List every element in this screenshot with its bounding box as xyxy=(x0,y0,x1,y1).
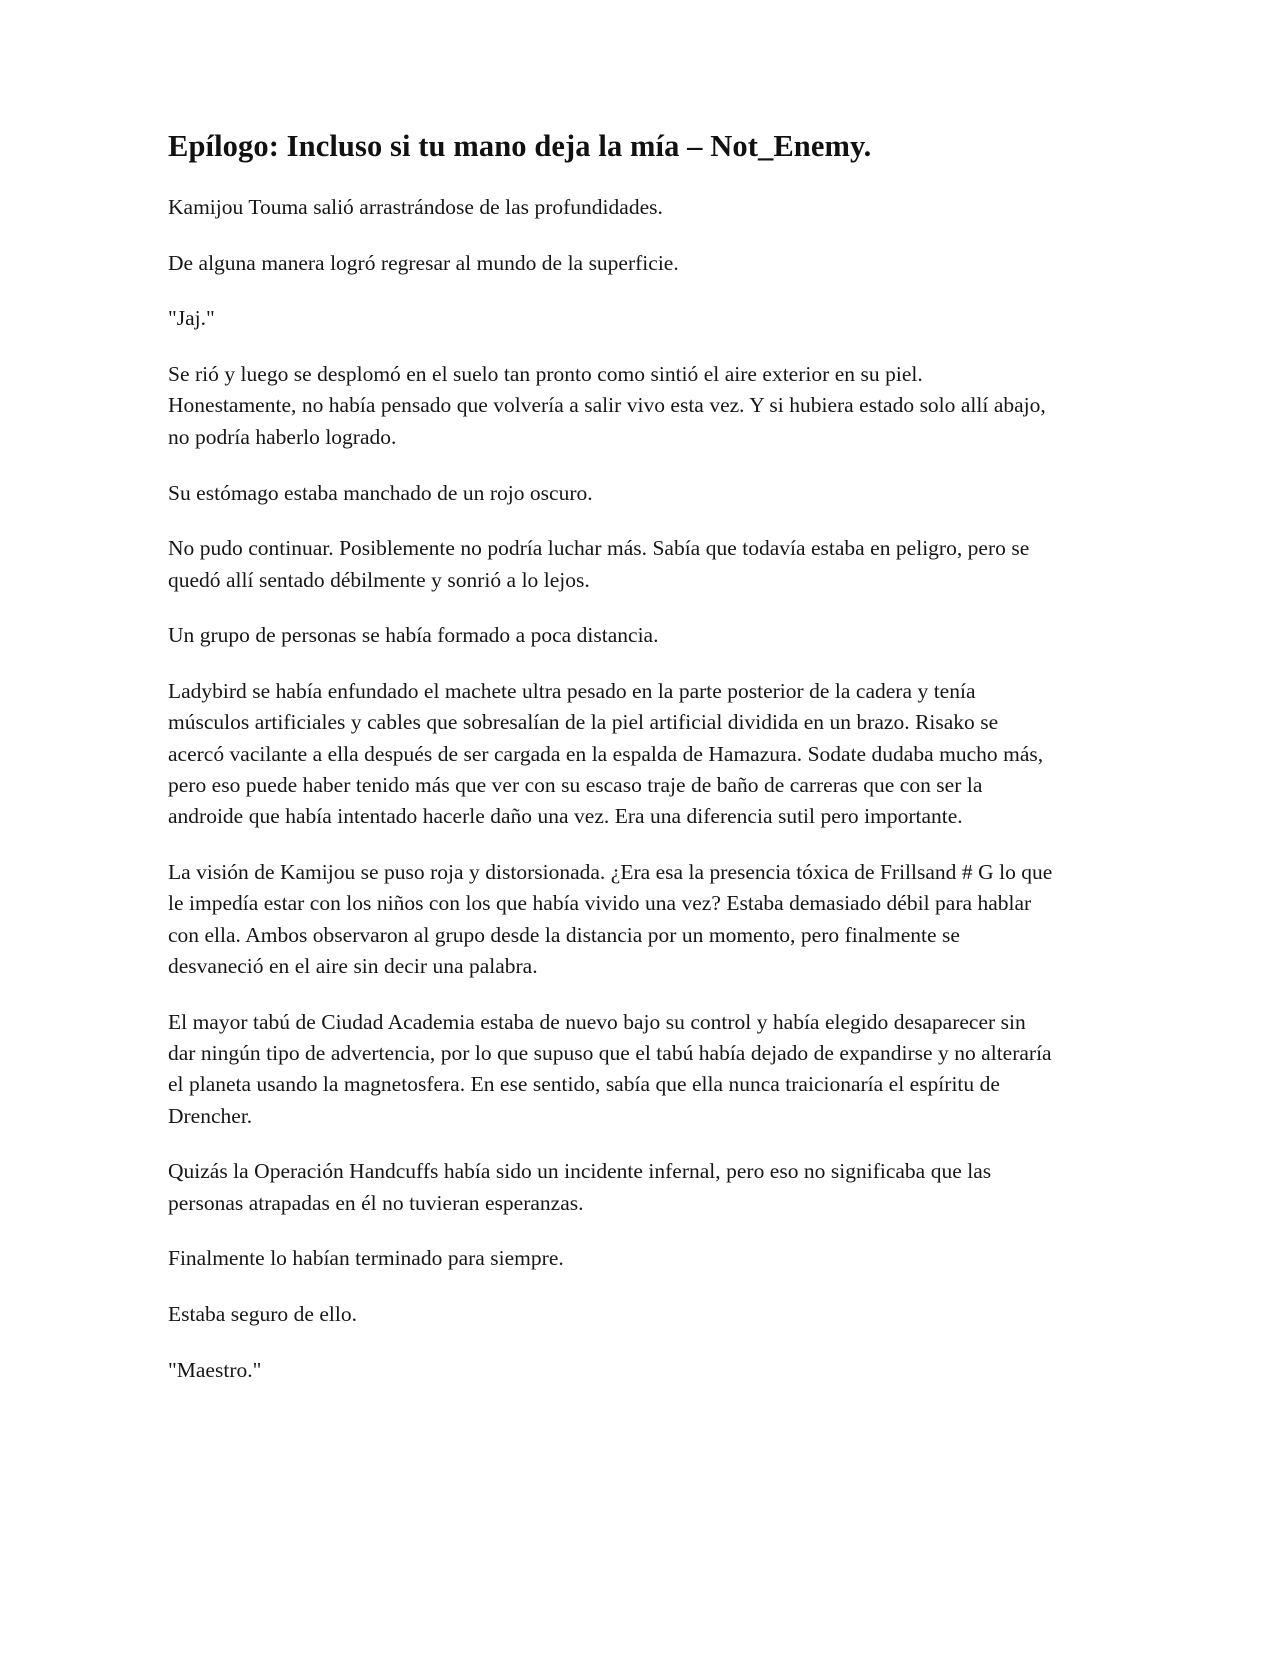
paragraph: Kamijou Touma salió arrastrándose de las profundidades. xyxy=(168,194,663,219)
paragraph: Un grupo de personas se había formado a poca distancia. xyxy=(168,623,659,648)
paragraph: No pudo continuar. Posiblemente no podría luchar más. Sabía que todavía estaba en peligro, pero se quedó allí sentado débilmente y sonrió a lo lejos. xyxy=(168,536,1030,592)
paragraph: Quizás la Operación Handcuffs había sido un incidente infernal, pero eso no significaba que las personas atrapadas en él no tuvieran esperanzas. xyxy=(168,1159,992,1215)
paragraph: Finalmente lo habían terminado para siempre. xyxy=(168,1246,564,1271)
paragraph: Se rió y luego se desplomó en el suelo tan pronto como sintió el aire exterior en su piel. Honestamente, no había pensado que volvería a salir vivo esta vez. Y si hubiera estado solo allí abajo, no podría haberlo logrado. xyxy=(168,362,1046,449)
paragraph: El mayor tabú de Ciudad Academia estaba de nuevo bajo su control y había elegido desaparecer sin dar ningún tipo de advertencia, por lo que supuso que el tabú había dejado de expandirse y no alteraría el planeta usando la magnetosfera. En ese sentido, sabía que ella nunca traicionaría el espíritu de Drencher. xyxy=(168,1009,1052,1128)
page-title: Epílogo: Incluso si tu mano deja la mía – Not_Enemy. xyxy=(168,129,872,163)
document-body xyxy=(168,192,1054,1386)
paragraph: "Maestro." xyxy=(168,1357,262,1382)
paragraph: Ladybird se había enfundado el machete ultra pesado en la parte posterior de la cadera y tenía músculos artificiales y cables que sobresalían de la piel artificial dividida en un brazo. Risako se acercó vacilante a ella después de ser cargada en la espalda de Hamazura. Sodate dudaba mucho más, pero eso puede haber tenido más que ver con su escaso traje de baño de carreras que con ser la androide que había intentado hacerle daño una vez. Era una diferencia sutil pero importante. xyxy=(168,679,1044,829)
paragraph: Estaba seguro de ello. xyxy=(168,1302,357,1327)
paragraph: De alguna manera logró regresar al mundo de la superficie. xyxy=(168,250,679,275)
paragraph: Su estómago estaba manchado de un rojo oscuro. xyxy=(168,480,593,505)
paragraph: La visión de Kamijou se puso roja y distorsionada. ¿Era esa la presencia tóxica de Frillsand # G lo que le impedía estar con los niños con los que había vivido una vez? Estaba demasiado débil para hablar con ella. Ambos observaron al grupo desde la distancia por un momento, pero finalmente se desvaneció en el aire sin decir una palabra. xyxy=(168,860,1053,978)
paragraph: "Jaj." xyxy=(168,306,215,331)
